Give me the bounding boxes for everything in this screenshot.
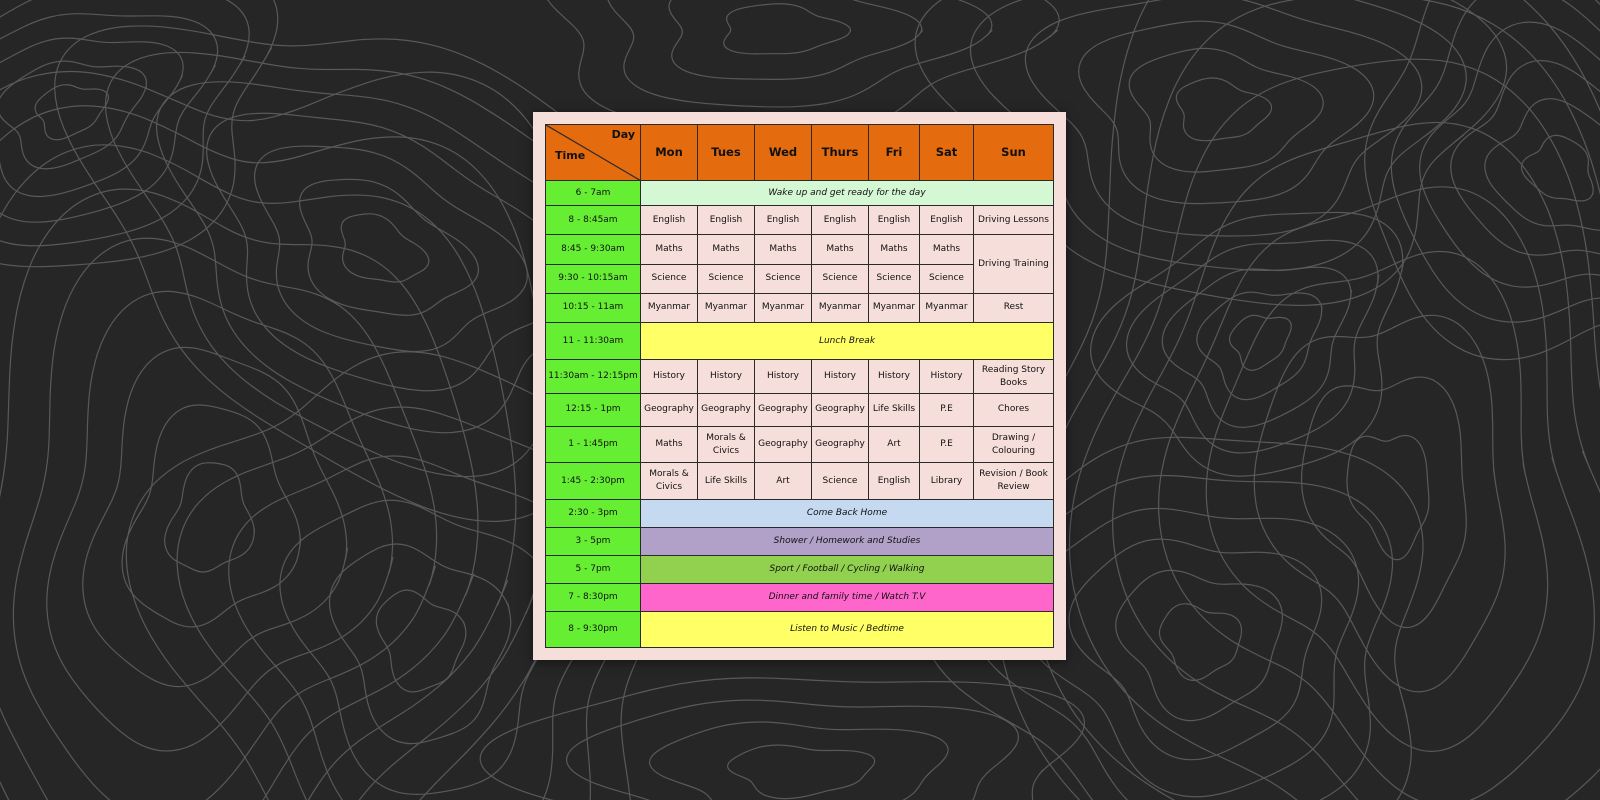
time-cell: 1 - 1:45pm (546, 427, 641, 463)
contour-line (165, 463, 255, 572)
subject-cell: Maths (920, 235, 974, 264)
day-header-thurs: Thurs (812, 125, 869, 181)
contour-line (0, 106, 550, 800)
subject-cell: Science (641, 264, 698, 293)
subject-cell: History (641, 360, 698, 393)
subject-cell: Chores (974, 393, 1054, 426)
day-header-fri: Fri (869, 125, 920, 181)
subject-cell: Science (755, 264, 812, 293)
table-row (546, 463, 1054, 499)
subject-cell: Driving Lessons (974, 206, 1054, 235)
subject-cell: English (698, 206, 755, 235)
contour-line (341, 214, 429, 282)
contour-line (567, 700, 1019, 800)
timetable (545, 124, 1054, 648)
table-row (546, 322, 1054, 360)
sport-cell: Sport / Football / Cycling / Walking (641, 556, 1054, 584)
contour-line (724, 4, 851, 54)
subject-cell: English (812, 206, 869, 235)
subject-cell: History (755, 360, 812, 393)
contour-line (0, 38, 183, 196)
contour-line (1485, 99, 1600, 231)
subject-cell: History (812, 360, 869, 393)
time-cell: 7 - 8:30pm (546, 584, 641, 612)
subject-cell: Myanmar (755, 293, 812, 322)
corner-cell (546, 125, 641, 181)
header-row (546, 125, 1054, 181)
contour-line (0, 61, 147, 169)
contour-line (669, 0, 923, 79)
contour-line (255, 146, 528, 351)
subject-cell: Science (698, 264, 755, 293)
contour-line (480, 678, 1084, 800)
subject-cell: Revision / Book Review (974, 463, 1054, 499)
table-row (546, 499, 1054, 527)
subject-cell: P.E (920, 393, 974, 426)
contour-line (122, 405, 301, 627)
contour-line (1091, 212, 1404, 476)
contour-line (1206, 252, 1547, 752)
contour-line (329, 544, 510, 744)
subject-cell: Maths (641, 427, 698, 463)
subject-cell: English (920, 206, 974, 235)
contour-line (83, 347, 348, 686)
time-cell: 12:15 - 1pm (546, 393, 641, 426)
time-cell: 5 - 7pm (546, 556, 641, 584)
subject-cell: Life Skills (698, 463, 755, 499)
subject-cell: History (698, 360, 755, 393)
table-row (546, 427, 1054, 463)
subject-cell: Library (920, 463, 974, 499)
subject-cell: Geography (755, 427, 812, 463)
subject-cell: Myanmar (920, 293, 974, 322)
day-header-tues: Tues (698, 125, 755, 181)
day-header-wed: Wed (755, 125, 812, 181)
contour-line (1116, 570, 1283, 720)
time-cell: 6 - 7am (546, 181, 641, 206)
time-cell: 8:45 - 9:30am (546, 235, 641, 264)
subject-cell: Geography (755, 393, 812, 426)
subject-cell: History (920, 360, 974, 393)
subject-cell: Reading Story Books (974, 360, 1054, 393)
contour-line (1254, 315, 1505, 692)
contour-line (1025, 0, 1421, 236)
corner-day-label: Day (611, 128, 635, 141)
bedtime-cell: Listen to Music / Bedtime (641, 612, 1054, 648)
subject-cell: Geography (812, 427, 869, 463)
contour-line (1347, 436, 1429, 560)
table-row (546, 235, 1054, 264)
timetable-card (533, 112, 1066, 660)
subject-cell: Maths (869, 235, 920, 264)
contour-line (0, 0, 278, 267)
contour-line (996, 0, 1600, 800)
subject-cell: Science (920, 264, 974, 293)
contour-line (1020, 508, 1358, 796)
contour-line (607, 0, 992, 107)
dinner-cell: Dinner and family time / Watch T.V (641, 584, 1054, 612)
subject-cell: Rest (974, 293, 1054, 322)
subject-cell: English (869, 463, 920, 499)
contour-line (650, 722, 949, 800)
contour-line (1113, 122, 1600, 800)
time-cell: 11:30am - 12:15pm (546, 360, 641, 393)
contour-line (0, 145, 516, 800)
subject-cell: Geography (641, 393, 698, 426)
subject-cell: Myanmar (641, 293, 698, 322)
homework-cell: Shower / Homework and Studies (641, 528, 1054, 556)
subject-cell: Art (755, 463, 812, 499)
come-back-home-cell: Come Back Home (641, 499, 1054, 527)
time-cell: 1:45 - 2:30pm (546, 463, 641, 499)
time-cell: 3 - 5pm (546, 528, 641, 556)
contour-line (47, 291, 393, 751)
subject-cell: Maths (641, 235, 698, 264)
subject-cell: Art (869, 427, 920, 463)
subject-cell: Maths (755, 235, 812, 264)
contour-line (1079, 21, 1374, 203)
contour-line (1176, 78, 1271, 141)
subject-cell: Drawing / Colouring (974, 427, 1054, 463)
day-header-mon: Mon (641, 125, 698, 181)
contour-line (1129, 48, 1323, 172)
contour-line (1069, 539, 1322, 760)
table-row (546, 528, 1054, 556)
subject-cell: Life Skills (869, 393, 920, 426)
contour-line (728, 745, 875, 799)
contour-line (0, 189, 478, 800)
contour-line (1391, 0, 1600, 322)
subject-cell: History (869, 360, 920, 393)
day-header-sun: Sun (974, 125, 1054, 181)
subject-cell: Morals & Civics (698, 427, 755, 463)
time-cell: 11 - 11:30am (546, 322, 641, 360)
contour-line (376, 590, 466, 692)
subject-cell: English (869, 206, 920, 235)
time-cell: 8 - 9:30pm (546, 612, 641, 648)
subject-cell: English (641, 206, 698, 235)
corner-time-label: Time (555, 149, 586, 163)
wake-up-cell: Wake up and get ready for the day (641, 181, 1054, 206)
subject-cell: Maths (812, 235, 869, 264)
time-cell: 9:30 - 10:15am (546, 264, 641, 293)
table-row (546, 206, 1054, 235)
contour-line (1230, 315, 1292, 370)
subject-cell: Science (812, 463, 869, 499)
table-row (546, 556, 1054, 584)
contour-line (1197, 292, 1322, 399)
time-cell: 2:30 - 3pm (546, 499, 641, 527)
time-cell: 8 - 8:45am (546, 206, 641, 235)
contour-line (13, 238, 436, 800)
table-row (546, 181, 1054, 206)
contour-line (1365, 0, 1600, 360)
table-row (546, 612, 1054, 648)
subject-cell: Geography (698, 393, 755, 426)
table-row (546, 584, 1054, 612)
subject-cell: P.E (920, 427, 974, 463)
lunch-break-cell: Lunch Break (641, 322, 1054, 360)
table-row (546, 360, 1054, 393)
table-row (546, 393, 1054, 426)
table-row (546, 293, 1054, 322)
subject-cell: Geography (812, 393, 869, 426)
subject-cell: Morals & Civics (641, 463, 698, 499)
subject-cell: Science (812, 264, 869, 293)
time-cell: 10:15 - 11am (546, 293, 641, 322)
subject-cell: Myanmar (698, 293, 755, 322)
contour-line (1521, 135, 1593, 201)
subject-cell: Myanmar (812, 293, 869, 322)
subject-cell: Driving Training (974, 235, 1054, 293)
day-header-sat: Sat (920, 125, 974, 181)
subject-cell: Science (869, 264, 920, 293)
subject-cell: Myanmar (869, 293, 920, 322)
subject-cell: Maths (698, 235, 755, 264)
subject-cell: English (755, 206, 812, 235)
